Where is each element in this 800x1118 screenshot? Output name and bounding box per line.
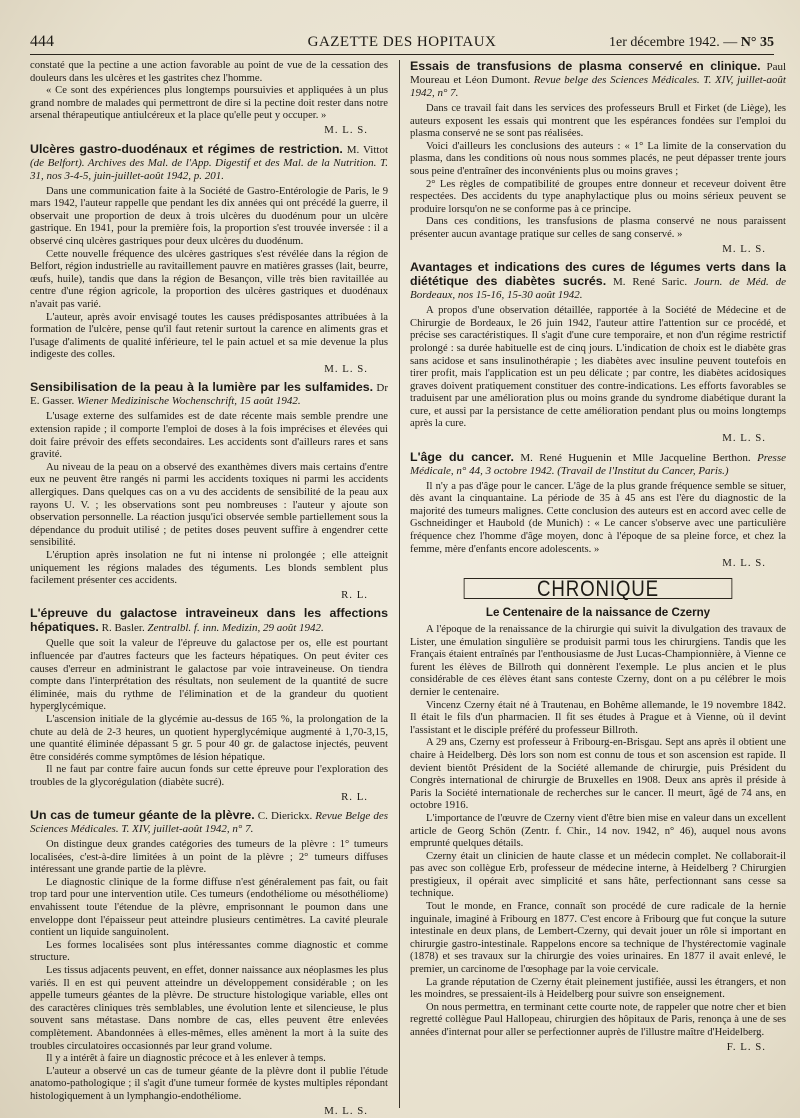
article-citation: Journ. de Méd. de Bordeaux, nos 15-16, 15-30 août 1942. bbox=[410, 276, 786, 302]
paragraph: Czerny était un clinicien de haute classe et un médecin complet. Ne collaborait-il pas avec son collègue Erb, professeur de médecine interne, à Heidelberg ? Chirurgien prestigieux, il opérait avec simplicité et sans hâte, perfectionnant sans cesse sa technique. bbox=[410, 850, 786, 900]
article-author: Paul Moureau et Léon Dumont. bbox=[410, 61, 787, 86]
paragraph: On distingue deux grandes catégories des tumeurs de la plèvre : 1° tumeurs localisées, c'est-à-dire limitées à un point de la plèvre ; 2° tumeurs diffuses intéressant une grande partie de la plèvre. bbox=[30, 839, 388, 876]
paragraph: A 29 ans, Czerny est professeur à Fribourg-en-Brisgau. Sept ans après il obtient une chaire à Heidelberg. Dès lors son nom est connu de tous et son ascension est rapide. Il devient bientôt Président de la Société allemande de chirurgie, puis Président du Congrès international de chirurgie de Bruxelles en 1908. Deux ans après il préside à Paris la Société internationale de recherches sur le cancer. Il meurt, âgé de 74 ans, en octobre 1916. bbox=[410, 737, 786, 812]
date-text: 1er décembre 1942. — bbox=[608, 35, 738, 50]
paragraph: L'éruption après insolation ne fut ni intense ni prolongée ; elle atteignit uniquement les régions malades des téguments. Les blonds semblent plus facilement présenter ces accidents. bbox=[30, 550, 388, 587]
paragraph: 2° Les règles de compatibilité de groupes entre donneur et receveur doivent être respectées. Des accidents du type anaphylactique plus ou moins sérieux peuvent se produire lorsqu'on ne se conforme pas à ce principe. bbox=[410, 178, 786, 215]
paragraph: Cette nouvelle fréquence des ulcères gastriques s'est révélée dans la région de Belfort, région industrielle au ravitaillement pauvre en matières grasses (lait, beurre, œufs, huile), tandis que dans la région de Besançon, ville très bien ravitaillée au centre d'une région agricole, la proportion des ulcères gastriques et duodénaux n'avait pas varié. bbox=[30, 248, 388, 310]
article-heading bbox=[410, 261, 786, 302]
signature: M. L. S. bbox=[324, 1104, 368, 1117]
paragraph: Voici d'ailleurs les conclusions des auteurs : « 1° La limite de la conservation du plasma, dans les conditions où nous nous sommes placés, ne peut dépasser trente jours sous peine d'entraîner des inconvénients plus ou moins graves ; bbox=[410, 140, 786, 177]
page-number: 444 bbox=[30, 33, 54, 50]
paragraph: constaté que la pectine a une action favorable au point de vue de la cessation des douleurs dans les ulcères et les gastrites chez l'homme. bbox=[30, 60, 388, 84]
article-age-cancer bbox=[410, 451, 786, 570]
paragraph: L'usage externe des sulfamides est de date récente mais semble prendre une extension rapide ; il comporte l'emploi de doses à la fois imprécises et élevées qui doit faire prévoir des effets secondaires. Les accidents sont d'ailleurs rares et sans gravité. bbox=[30, 411, 388, 461]
article-title: Ulcères gastro-duodénaux et régimes de restriction. bbox=[30, 141, 343, 156]
article-title: Un cas de tumeur géante de la plèvre. bbox=[30, 808, 255, 823]
paragraph: Il y a intérêt à faire un diagnostic précoce et à les enlever à temps. bbox=[46, 1053, 326, 1065]
section-heading-chronique: CHRONIQUE bbox=[464, 578, 733, 600]
right-column bbox=[410, 60, 786, 1110]
column-divider bbox=[399, 60, 400, 1108]
article-heading bbox=[30, 381, 388, 408]
article-citation: Presse Médicale, n° 44, 3 octobre 1942. (Travail de l'Institut du Cancer, Paris.) bbox=[410, 451, 787, 477]
paragraph: L'auteur a observé un cas de tumeur géante de la plèvre dont il publie l'étude anatomo-pathologique ; il s'agit d'une tumeur formée de kystes multiples répondant histologiquement à un lymphangio-endothéliome. bbox=[30, 1065, 388, 1102]
article-author: R. Basler. bbox=[98, 622, 145, 635]
paragraph: Dans une communication faite à la Société de Gastro-Entérologie de Paris, le 9 mars 1942, l'auteur rappelle que pendant les dix années qui ont précédé la guerre, il observait une proportion de deux à trois ulcères du duodénum pour un ulcère gastrique. En 1941, pour la première fois, la proportion s'est trouvée inversée : il a observé cinq ulcères gastriques pour deux ulcères du duodénum. bbox=[30, 185, 388, 247]
article-title: L'épreuve du galactose intraveineux dans les affections hépatiques. bbox=[30, 606, 388, 635]
paragraph: Les tissus adjacents peuvent, en effet, donner naissance aux néoplasmes les plus variés. Il en est qui peuvent atteindre un développement considérable ; on les appelle tumeurs géantes de la plèvre. De structure histologique variable, elles ont des caractères cliniques très semblables, une évolution lente et silencieuse, le plus souvent sans métastase. Dans nombre de cas, elles peuvent être enlevées complètement. Abandonnées à elles-mêmes, elles amènent la mort à la suite des troubles circulatoires occasionnés par leur grand volume. bbox=[30, 965, 388, 1052]
article-heading bbox=[30, 143, 388, 183]
article-author: M. René Saric. bbox=[606, 276, 688, 289]
article-heading bbox=[30, 607, 388, 635]
article-plasma bbox=[410, 60, 786, 255]
article-citation: Revue Belge des Sciences Médicales. T. XIV, juillet-août 1942, n° 7. bbox=[30, 810, 389, 836]
article-author: M. Vittot bbox=[346, 143, 389, 156]
paragraph: A propos d'une observation détaillée, rapportée à la Société de Médecine et de Chirurgie de Bordeaux, le 26 juin 1942, l'auteur attire l'attention sur ce procédé, et précise ses caractéristiques. Il s'agit d'une cure temporaire, et non d'un régime restrictif prolongé : sa durée habituelle est de cinq jours. L'indication de choix est le diabète gras sans acidose et sans insulinothérapie ; les diabètes avec insuline peuvent toutefois en tirer profit, mais l'application est un peu délicate ; par contre, les diabètes acidosiques graves doivent pratiquement constituer des contre-indications. Les efforts favorables se traduisent par une amélioration plus ou moins grande du syndrome diabétique durant la cure, et aussi par la persistance de cette amélioration pendant plus ou moins longtemps après la cure. bbox=[410, 305, 786, 430]
journal-title: GAZETTE DES HOPITAUX bbox=[307, 34, 497, 50]
article-heading bbox=[410, 451, 786, 478]
left-column bbox=[30, 60, 389, 1117]
article-title: Avantages et indications des cures de légumes verts dans la diététique des diabètes sucrés. bbox=[410, 260, 786, 289]
paragraph: La grande réputation de Czerny était pleinement justifiée, aussi les étrangers, et non les moindres, se pressaient-ils à Heidelberg pour suivre son enseignement. bbox=[410, 976, 786, 1001]
paragraph: « Ce sont des expériences plus longtemps poursuivies et appliquées à un plus grand nombre de malades qui permettront de dire si la pectine doit rester dans notre arsenal thérapeutique antiulcéreux et la place qu'elle peut y occuper. » bbox=[30, 85, 388, 122]
article-title: L'âge du cancer. bbox=[410, 449, 514, 464]
article-citation: (de Belfort). Archives des Mal. de l'App. Digestif et des Mal. de la Nutrition. T. 31, nos 3-4-5, juin-juillet-août 1942, p. 201. bbox=[30, 156, 388, 182]
article-author: Dr E. Gasser. bbox=[30, 382, 389, 408]
article-heading bbox=[410, 60, 786, 100]
paragraph: Tout le monde, en France, connaît son procédé de cure radicale de la hernie inguinale, imaginé à Fribourg en 1877. C'est encore à Fribourg que fut conçue la suture intestinale en deux plans, de Lembert-Czerny, qui devait jouer un rôle si important en chirurgie gastro-intestinale. Rappelons encore sa technique de l'hystérectomie vaginale (1878) et ses travaux sur la chirurgie des voies urinaires. En 1877 il avait enlevé, le premier, un carcinome de l'œsophage par la voie cervicale. bbox=[410, 901, 786, 976]
article-galactose bbox=[30, 607, 388, 803]
page-header bbox=[30, 30, 774, 55]
issue-number: N° 35 bbox=[740, 35, 774, 50]
paragraph: Dans ces conditions, les transfusions de plasma conservé ne nous paraissent présenter aucun avantage pratique sur celles de sang conservé. » bbox=[410, 216, 786, 240]
paragraph: Vincenz Czerny était né à Trautenau, en Bohême allemande, le 19 novembre 1842. Il était le fils d'un pharmacien. Il fit ses études à Prague et à Vienne, où il devint l'assistant et le disciple préféré du professeur Billroth. bbox=[410, 699, 786, 736]
paragraph: On nous permettra, en terminant cette courte note, de rappeler que notre cher et bien regretté collègue Paul Hallopeau, chirurgien des hôpitaux de Paris, renonça à une de ses années d'internat pour aller se perfectionner auprès de l'illustre maître d'Heidelberg. bbox=[410, 1001, 786, 1038]
article-title: Sensibilisation de la peau à la lumière par les sulfamides. bbox=[30, 380, 374, 395]
paragraph: Quelle que soit la valeur de l'épreuve du galactose per os, elle est pourtant influencée par d'autres facteurs que les facteurs hépatiques. On peut éviter ces causes d'erreur en administrant le galactose par voie intraveineuse. On tiendra compte dans l'interprétation des résultats, non seulement de la quantité de sucre éliminée, mais du rythme de l'élimination et de la grandeur du quotient hyperglycémique. bbox=[30, 638, 388, 713]
article-citation: Wiener Medizinische Wochenschrift, 15 août 1942. bbox=[74, 395, 301, 408]
paragraph: L'ascension initiale de la glycémie au-dessus de 165 %, la prolongation de la chute au delà de 2-3 heures, un quotient hyperglycémique augmenté à 1,70-3,15, une quantité éliminée dépassant 5 gr. 5 pour 40 gr. de galactose injectés, peuvent être considérés comme symptômes de lésion hépatique. bbox=[30, 713, 388, 763]
article-tumeur-plevre bbox=[30, 809, 388, 1117]
signature: M. L. S. bbox=[722, 432, 766, 445]
paragraph: Il n'y a pas d'âge pour le cancer. L'âge de la plus grande fréquence semble se situer, dès avant la cinquantaine. La période de 35 à 45 ans est l'ère du diagnostic de la majorité des tumeurs malignes. Cette conclusion des auteurs est en accord avec celle de Gschneidinger et Haubold (de Munich) : « Le cancer s'observe avec une particulière fréquence chez l'homme d'âge moyen, donc à l'époque de sa pleine force, et chez la femme, mère d'enfants encore adolescents. » bbox=[410, 480, 786, 555]
article-czerny bbox=[410, 607, 786, 1053]
paragraph: Dans ce travail fait dans les services des professeurs Brull et Firket (de Liège), les auteurs exposent les essais qui montrent que les espérances fondées sur l'emploi du plasma conservé ne se sont pas réalisées. bbox=[410, 103, 786, 140]
paragraph: A l'époque de la renaissance de la chirurgie qui suivit la divulgation des travaux de Lister, une émulation singulière se produisit parmi tous les chirurgiens. Tandis que les Français étaient entraînés par l'enthousiasme de Just Lucas-Championnière, à Vienne ce furent les élèves de Billroth qui donnèrent l'exemple. Le plus ancien et le plus considérable de ces élèves étant sans conteste Czerny, dont on a pu célébrer le mois dernier le centenaire. bbox=[410, 624, 786, 698]
signature: M. L. S. bbox=[722, 242, 766, 255]
paragraph: L'auteur, après avoir envisagé toutes les causes prédisposantes attribuées à la formation de l'ulcère, pense qu'il faut retenir surtout la carence en aliments gras et l'usage d'aliments de qualité inférieure, tel le pain actuel et sa mie devenue la plus indigeste des colles. bbox=[30, 311, 388, 361]
signature: M. L. S. bbox=[722, 557, 766, 570]
article-intro bbox=[30, 60, 388, 137]
article-author: M. René Huguenin et Mlle Jacqueline Berthon. bbox=[513, 451, 751, 464]
signature: R. L. bbox=[341, 790, 368, 803]
paragraph: Au niveau de la peau on a observé des exanthèmes divers mais certains d'entre eux ne peuvent être rangés ni parmi les accidents toxiques ni parmi les accidents allergiques. Dans quelques cas on a vu des accidents de sensibilité de la peau aux rayons U. V. ; les observations sont peu nombreuses : l'auteur y ajoute son observation personnelle. La réaction jusqu'ici observée semble partiellement sous la dépendance du produit utilisé ; de petites doses peuvent suffire à engendrer cette sensibilité. bbox=[30, 461, 388, 549]
paragraph: Il ne faut par contre faire aucun fonds sur cette épreuve pour l'exploration des troubles de la glycorégulation (diabète sucré). bbox=[30, 764, 388, 788]
article-sulfamides bbox=[30, 381, 388, 601]
paragraph: L'importance de l'œuvre de Czerny vient d'être bien mise en valeur dans un excellent article de Georg Schön (Zentr. f. Chir., 14 nov. 1942, n° 46), auquel nous avons emprunté quelques détails. bbox=[410, 812, 786, 850]
signature: M. L. S. bbox=[324, 362, 368, 375]
signature: M. L. S. bbox=[324, 123, 368, 136]
article-legumes bbox=[410, 261, 786, 445]
article-title: Essais de transfusions de plasma conservé en clinique. bbox=[410, 59, 761, 73]
paragraph: Le diagnostic clinique de la forme diffuse n'est généralement pas fait, ou fait trop tard pour une intervention utile. Ces tumeurs (endothéliome ou mésothéliome) envahissent toute l'étendue de la plèvre, emprisonnant le poumon dans une enveloppe dont l'épaisseur peut atteindre plusieurs centimètres. La cavité pleurale contient un liquide sanguinolent. bbox=[30, 876, 388, 939]
article-ulceres bbox=[30, 143, 388, 376]
article-heading bbox=[30, 809, 388, 836]
signature: F. L. S. bbox=[726, 1040, 766, 1053]
issue-date bbox=[609, 35, 774, 51]
article-citation: Revue belge des Sciences Médicales. T. XIV, juillet-août 1942, n° 7. bbox=[410, 74, 786, 99]
article-citation: Zentralbl. f. inn. Medizin, 29 août 1942. bbox=[144, 622, 324, 635]
chronique-title: Le Centenaire de la naissance de Czerny bbox=[485, 606, 711, 620]
article-author: C. Dierickx. bbox=[254, 810, 313, 823]
signature: R. L. bbox=[341, 588, 368, 601]
paragraph: Les formes localisées sont plus intéressantes comme diagnostic et comme structure. bbox=[30, 939, 388, 964]
